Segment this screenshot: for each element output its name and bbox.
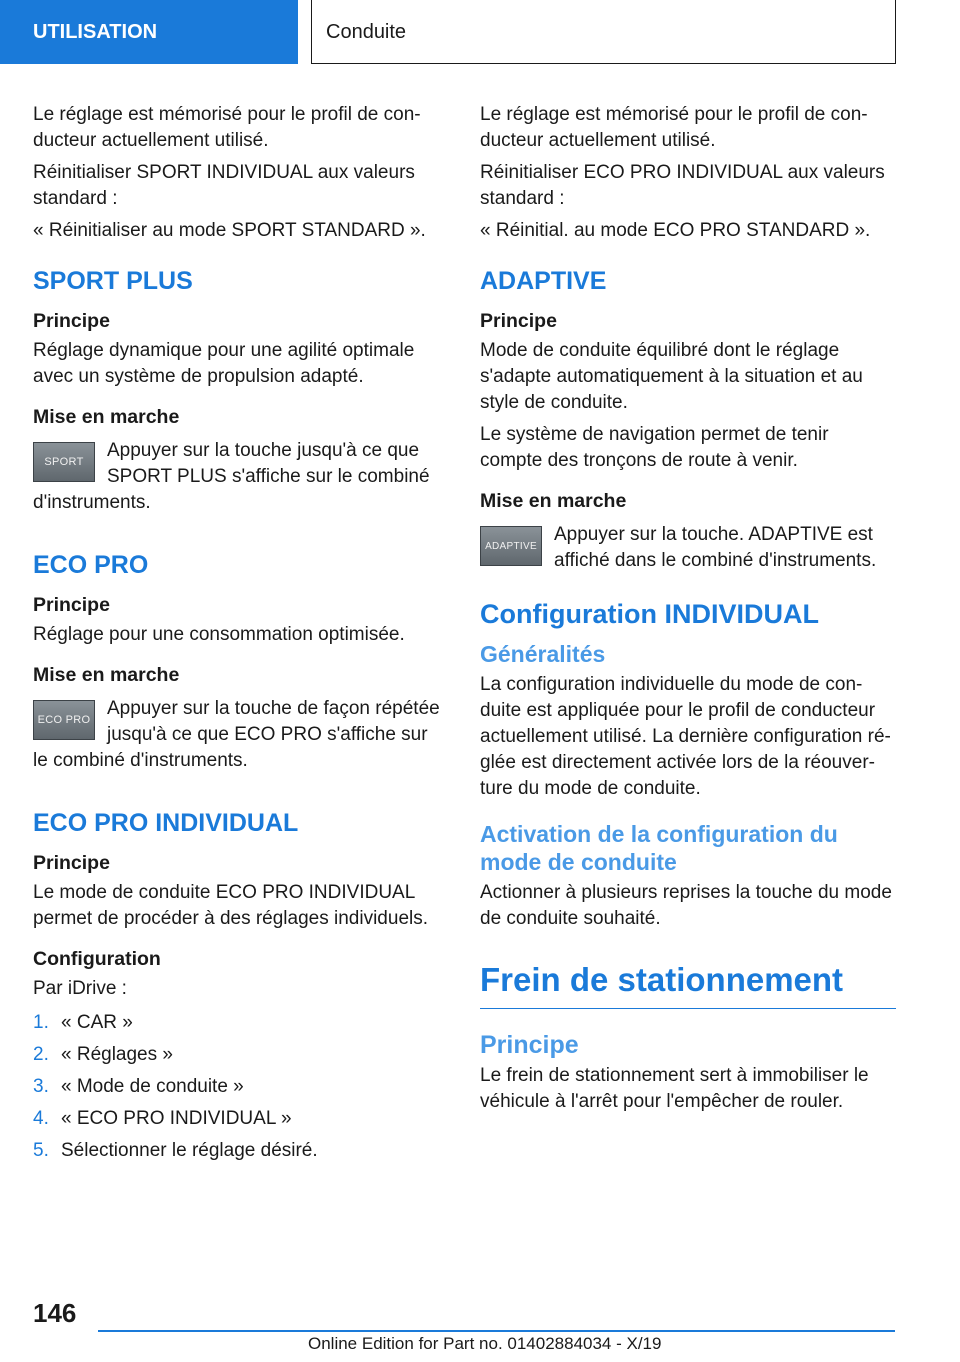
section-heading-eco-pro-individual: ECO PRO INDIVIDUAL	[33, 809, 299, 837]
paragraph: « Réinitialiser au mode SPORT STANDARD ».	[33, 220, 426, 241]
section-heading-sport-plus: SPORT PLUS	[33, 267, 193, 295]
paragraph: Réinitialiser ECO PRO INDIVIDUAL aux valeurs standard :	[480, 162, 885, 209]
footer-divider	[98, 1330, 895, 1332]
steps-list	[33, 1010, 445, 1164]
subheading-principe: Principe	[480, 310, 557, 332]
section-heading-adaptive: ADAPTIVE	[480, 267, 607, 295]
paragraph: Par iDrive :	[33, 978, 127, 999]
subheading-mise-en-marche: Mise en marche	[33, 406, 180, 428]
left-column	[33, 102, 445, 1170]
subheading-activation: Activation de la configuration du mode de conduite	[480, 821, 838, 875]
list-item: 1. « CAR »	[33, 1012, 133, 1033]
subheading-mise-en-marche: Mise en marche	[33, 664, 180, 686]
paragraph: La configuration individuelle du mode de conduite est appliquée pour le profil de conducteur actuellement utilisé. La dernière configuration réglée est directement activée lors de la réouverture du mode de conduite.	[480, 674, 891, 799]
footer-edition: Online Edition for Part no. 01402884034 - X/19	[308, 1334, 662, 1353]
adaptive-button-image: ADAPTIVE	[480, 526, 542, 566]
paragraph: Le frein de stationnement sert à immobiliser le véhicule à l'arrêt pour l'empêcher de rouler.	[480, 1065, 869, 1112]
sport-button-image: SPORT	[33, 442, 95, 482]
paragraph: Appuyer sur la touche de façon répétée jusqu'à ce que ECO PRO s'affiche sur le combiné d'instruments.	[33, 698, 440, 771]
paragraph: Le réglage est mémorisé pour le profil de conducteur actuellement utilisé.	[480, 104, 868, 151]
subheading-principe: Principe	[33, 310, 110, 332]
section-tab: UTILISATION	[0, 0, 298, 64]
chapter-heading-frein-de-stationnement: Frein de stationnement	[480, 960, 896, 1009]
list-item: 2. « Réglages »	[33, 1044, 173, 1065]
paragraph: Mode de conduite équilibré dont le réglage s'adapte automatiquement à la situation et au style de conduite.	[480, 340, 863, 413]
paragraph: Le réglage est mémorisé pour le profil de conducteur actuellement utilisé.	[33, 104, 421, 151]
right-column	[480, 102, 896, 1115]
chapter-title: Conduite	[311, 0, 896, 64]
section-heading-configuration-individual: Configuration INDIVIDUAL	[480, 599, 819, 629]
paragraph: Réglage dynamique pour une agilité optimale avec un système de propulsion adapté.	[33, 340, 415, 387]
section-heading-eco-pro: ECO PRO	[33, 551, 149, 579]
paragraph: Le mode de conduite ECO PRO INDIVIDUAL permet de procéder à des réglages individuels.	[33, 882, 429, 929]
subheading-principe: Principe	[480, 1031, 579, 1059]
key-instruction	[33, 696, 445, 774]
paragraph: Actionner à plusieurs reprises la touche du mode de conduite souhaité.	[480, 882, 892, 929]
page-number: 146	[33, 1298, 77, 1328]
key-instruction	[480, 522, 896, 574]
list-item: 5. Sélectionner le réglage désiré.	[33, 1140, 318, 1161]
subheading-principe: Principe	[33, 852, 110, 874]
paragraph: Le système de navigation permet de tenir compte des tronçons de route à venir.	[480, 424, 829, 471]
key-instruction	[33, 438, 445, 516]
subheading-configuration: Configuration	[33, 948, 161, 970]
paragraph: Réglage pour une consommation optimisée.	[33, 624, 405, 645]
paragraph: Appuyer sur la touche. ADAPTIVE est affiché dans le combiné d'instruments.	[554, 524, 877, 571]
paragraph: Réinitialiser SPORT INDIVIDUAL aux valeurs standard :	[33, 162, 415, 209]
eco-pro-button-image: ECO PRO	[33, 700, 95, 740]
list-item: 3. « Mode de conduite »	[33, 1076, 244, 1097]
subheading-generalites: Généralités	[480, 641, 606, 667]
subheading-principe: Principe	[33, 594, 110, 616]
subheading-mise-en-marche: Mise en marche	[480, 490, 627, 512]
paragraph: « Réinitial. au mode ECO PRO STANDARD ».	[480, 220, 871, 241]
paragraph: Appuyer sur la touche jusqu'à ce que SPORT PLUS s'affiche sur le combiné d'instruments.	[33, 440, 430, 513]
list-item: 4. « ECO PRO INDIVIDUAL »	[33, 1108, 292, 1129]
